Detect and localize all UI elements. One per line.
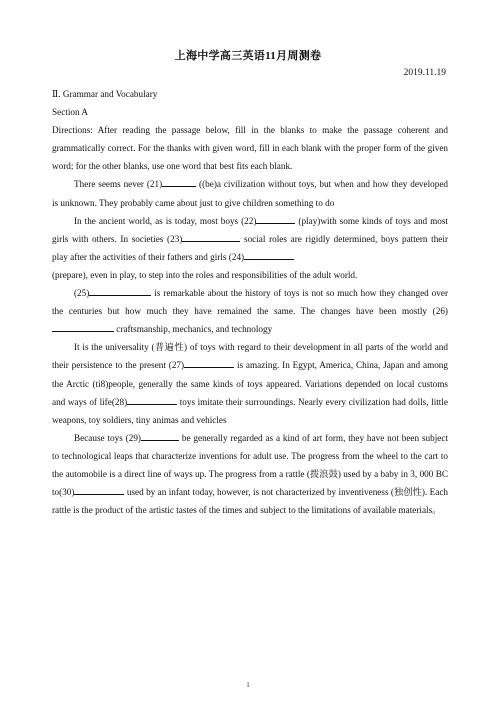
paragraph-4-text-b: is amazing. In Egypt, America, China, Japan and among the Arctic (ti8)people, generally the same kinds of toys appeared. Variations depended on local customs and ways of life(28) bbox=[52, 360, 448, 407]
paragraph-5-text-c: used by an infant today, however, is not characterized by inventiveness (独创性). Each rattle is the product of the artistic tastes of the times and subject to the limitations of available materials。 bbox=[52, 487, 448, 516]
blank-21[interactable] bbox=[162, 177, 196, 187]
blank-29[interactable] bbox=[141, 431, 179, 441]
paragraph-2-text-d: (prepare), even in play, to step into the roles and responsibilities of the adult world. bbox=[52, 269, 358, 280]
paragraph-5-text-a: Because toys (29) bbox=[74, 432, 141, 443]
paragraph-2-text-a: In the ancient world, as is today, most boys (22) bbox=[74, 215, 257, 226]
page-title: 上海中学高三英语11月周测卷 bbox=[174, 50, 322, 62]
paragraph-1 bbox=[52, 175, 448, 211]
paragraph-2 bbox=[52, 212, 448, 284]
page-number: 1 bbox=[246, 681, 250, 689]
section-subheading: Section A bbox=[52, 107, 88, 118]
blank-25[interactable] bbox=[89, 286, 151, 296]
paragraph-3-text-a: (25) bbox=[74, 288, 90, 299]
blank-24[interactable] bbox=[244, 250, 294, 260]
blank-27[interactable] bbox=[184, 358, 234, 368]
paragraph-1-text-b: ((be)a civilization without toys, but when and how they developed is unknown. They probably came about just to give children something to do bbox=[52, 179, 448, 208]
paragraph-2-text-c: social roles are rigidly determined, boys pattern their play after the activities of their fathers and girls (24) bbox=[52, 233, 448, 262]
paragraph-4 bbox=[52, 338, 448, 428]
directions-text: Directions: After reading the passage below, fill in the blanks to make the passage coherent and grammatically correct. For the thanks with given word, fill in each blank with the proper form of the given word; for the other blanks, use one word that best fits each blank. bbox=[52, 125, 448, 172]
blank-30[interactable] bbox=[74, 485, 124, 495]
section-heading: Ⅱ. Grammar and Vocabulary bbox=[52, 89, 158, 99]
paragraph-3-text-b: is remarkable about the history of toys is not so much how they changed over the centuries but how much they have remained the same. The changes have been mostly (26) bbox=[52, 288, 448, 317]
document-body bbox=[52, 85, 448, 519]
paragraph-4-text-c: toys imitate their surroundings. Nearly every civilization had dolls, little weapons, toy soldiers, tiny animas and vehicles bbox=[52, 396, 448, 425]
paragraph-3-text-c: craftsmanship, mechanics, and technology bbox=[114, 324, 273, 335]
blank-22[interactable] bbox=[256, 214, 295, 224]
blank-28[interactable] bbox=[127, 395, 177, 405]
paragraph-3 bbox=[52, 284, 448, 338]
paragraph-4-text-a: It is the universality (普遍性) of toys with regard to their development in all parts of the world and their persistence to the present (27) bbox=[52, 342, 448, 371]
paragraph-2-text-b: (play)with some kinds of toys and most girls with others. In societies (23) bbox=[52, 215, 448, 244]
paragraph-5 bbox=[52, 429, 448, 519]
paragraph-5-text-b: be generally regarded as a kind of art form, they have not been subject to technological leaps that characterize inventions for adult use. The progress from the wheel to the cart to the automobile is a direct line of ways up. The progress from a rattle (拨浪鼓) used by a baby in 3, 000 BC to(30) bbox=[52, 432, 448, 498]
blank-23[interactable] bbox=[182, 232, 240, 242]
paragraph-1-text-a: There seems never (21) bbox=[74, 179, 163, 190]
blank-26[interactable] bbox=[52, 322, 114, 332]
test-date: 2019.11.19 bbox=[403, 68, 446, 78]
